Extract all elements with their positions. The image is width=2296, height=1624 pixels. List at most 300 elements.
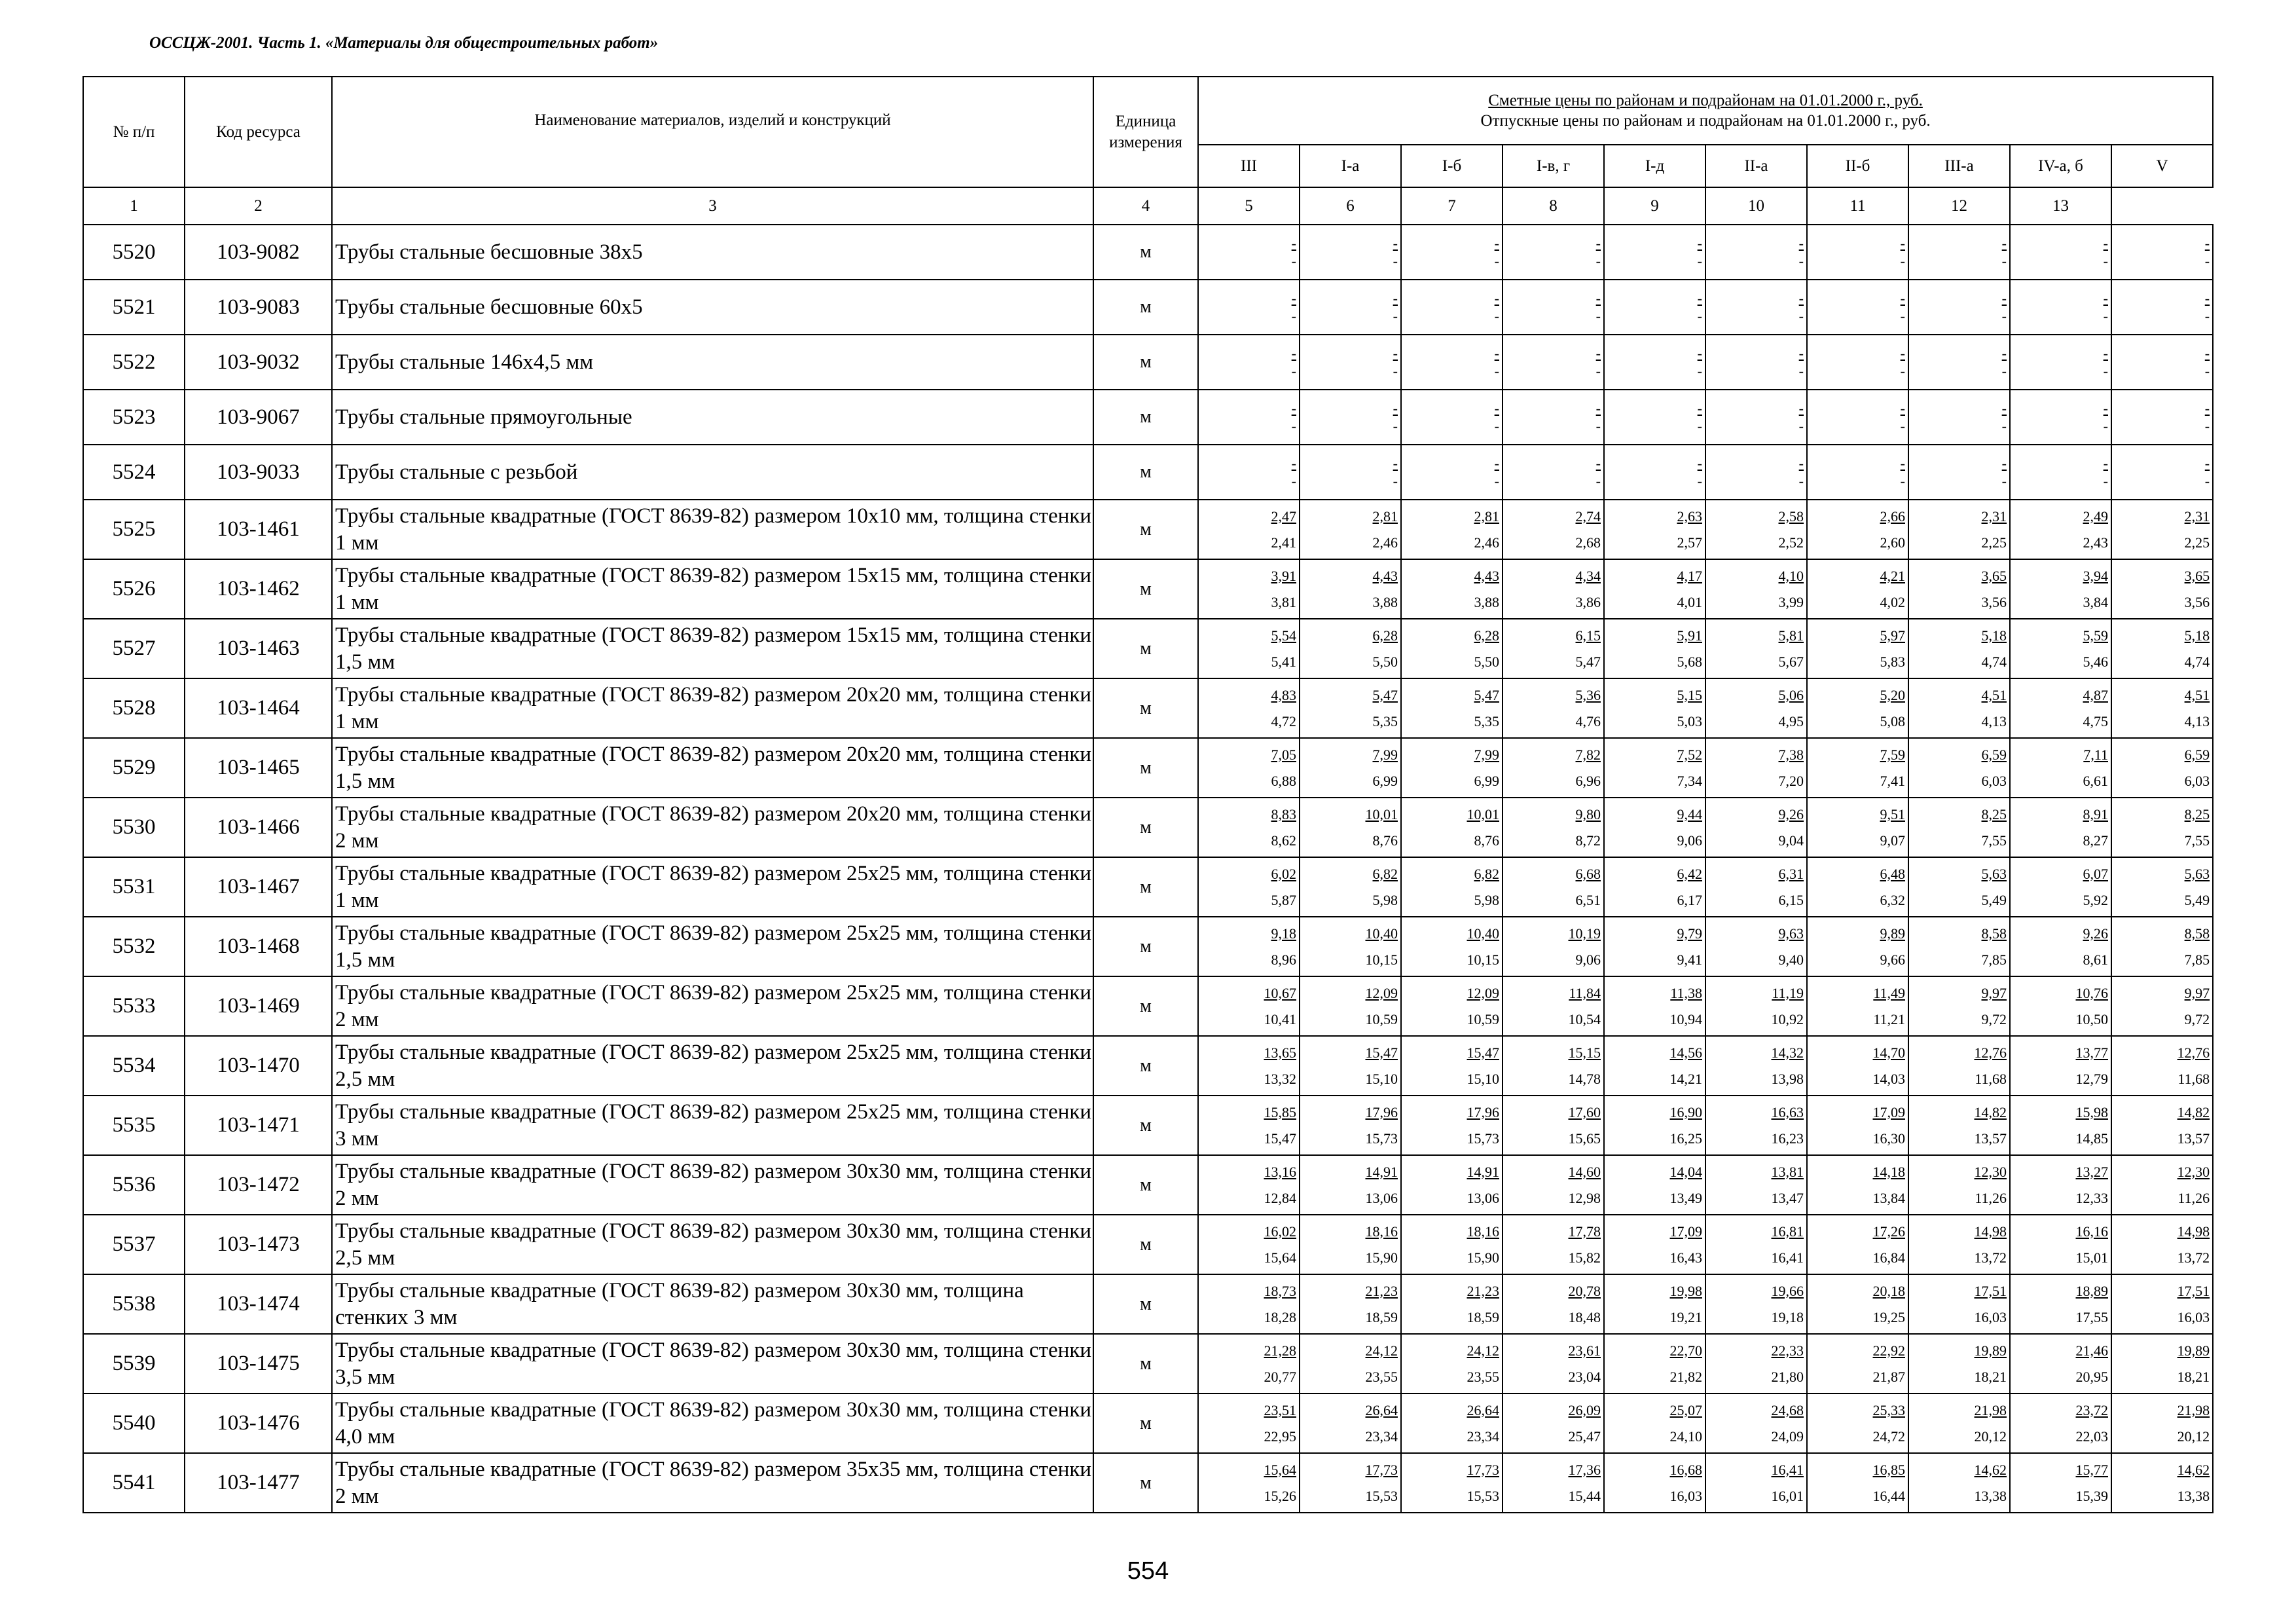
price-cell — [1604, 1036, 1705, 1096]
price-cell — [1604, 280, 1705, 335]
estimated-price: 14,70 — [1872, 1044, 1905, 1061]
price-cell — [1705, 1334, 1807, 1393]
price-cell — [1705, 678, 1807, 738]
price-cell — [1300, 1453, 1401, 1513]
release-price: 15,64 — [1264, 1249, 1296, 1266]
estimated-price: 20,78 — [1568, 1282, 1601, 1299]
price-cell — [2111, 500, 2213, 559]
estimated-price: 5,47 — [1372, 686, 1398, 703]
column-number: 6 — [1300, 187, 1401, 225]
release-price: 5,50 — [1474, 653, 1499, 670]
release-price: 25,47 — [1568, 1428, 1601, 1445]
price-cell — [2111, 1274, 2213, 1334]
estimated-price: 2,81 — [1372, 507, 1398, 525]
release-price: 5,08 — [1880, 712, 1905, 729]
release-price: 3,88 — [1372, 593, 1398, 610]
estimated-price: 22,70 — [1669, 1342, 1702, 1359]
release-price: - — [1291, 308, 1296, 324]
table-row — [83, 1274, 2213, 1334]
estimated-price: 8,58 — [1981, 925, 2007, 942]
release-price: 4,76 — [1575, 712, 1601, 729]
release-price: 18,59 — [1467, 1308, 1499, 1325]
estimated-price: 2,31 — [1981, 507, 2007, 525]
table-row — [83, 738, 2213, 798]
estimated-price: 21,28 — [1264, 1342, 1296, 1359]
release-price: 16,30 — [1872, 1130, 1905, 1147]
unit-of-measure: м — [1093, 1393, 1198, 1453]
release-price: 6,03 — [2184, 772, 2210, 789]
price-cell — [1198, 619, 1300, 678]
release-price: 15,90 — [1365, 1249, 1398, 1266]
release-price: - — [1697, 308, 1702, 324]
price-cell — [1604, 1215, 1705, 1274]
price-cell — [1908, 225, 2010, 280]
release-price: - — [1798, 308, 1804, 324]
estimated-price: - — [1900, 345, 1905, 361]
price-cell — [2010, 857, 2111, 917]
resource-code: 103-1467 — [185, 857, 332, 917]
release-price: 13,57 — [1974, 1130, 2007, 1147]
estimated-price: 24,12 — [1365, 1342, 1398, 1359]
price-cell — [1503, 1453, 1604, 1513]
estimated-price: 15,77 — [2075, 1461, 2108, 1478]
release-price: 11,21 — [1873, 1010, 1905, 1027]
release-price: 5,49 — [2184, 891, 2210, 908]
price-cell — [1198, 500, 1300, 559]
release-price: 13,38 — [1974, 1487, 2007, 1504]
table-row — [83, 225, 2213, 280]
column-number: 13 — [2010, 187, 2111, 225]
estimated-price: - — [1900, 235, 1905, 251]
estimated-price: 5,47 — [1474, 686, 1499, 703]
price-cell — [1401, 678, 1503, 738]
estimated-price: 16,16 — [2075, 1223, 2108, 1240]
release-price: - — [2204, 418, 2210, 434]
release-price: 13,38 — [2177, 1487, 2210, 1504]
estimated-price: 2,74 — [1575, 507, 1601, 525]
estimated-price: 5,06 — [1778, 686, 1804, 703]
header-prices — [1198, 77, 2213, 145]
estimated-price: - — [2103, 290, 2108, 306]
release-price: 15,10 — [1467, 1070, 1499, 1087]
estimated-price: 17,96 — [1365, 1103, 1398, 1120]
price-cell — [1198, 798, 1300, 857]
estimated-price: 6,82 — [1474, 865, 1499, 882]
price-cell — [1604, 738, 1705, 798]
estimated-price: - — [1393, 400, 1398, 416]
resource-code: 103-9032 — [185, 335, 332, 390]
release-price: - — [2103, 473, 2108, 489]
release-price: 7,34 — [1677, 772, 1702, 789]
price-cell — [1705, 798, 1807, 857]
price-cell — [1401, 1215, 1503, 1274]
estimated-price: 17,51 — [2177, 1282, 2210, 1299]
estimated-price: 25,07 — [1669, 1401, 1702, 1418]
release-price: 13,49 — [1669, 1189, 1702, 1206]
release-price: 16,03 — [2177, 1308, 2210, 1325]
release-price: 7,55 — [1981, 832, 2007, 849]
header-prices-subtitle: Отпускные цены по районам и подрайонам на 01.01.2000 г., руб. — [1480, 112, 1931, 130]
price-cell — [1503, 678, 1604, 738]
release-price: - — [2001, 253, 2007, 269]
release-price: - — [1900, 473, 1905, 489]
estimated-price: 3,94 — [2083, 567, 2108, 584]
table-row — [83, 976, 2213, 1036]
estimated-price: - — [1494, 290, 1499, 306]
material-name: Трубы стальные квадратные (ГОСТ 8639-82) размером 25x25 мм, толщина стенки 2,5 мм — [332, 1036, 1093, 1096]
release-price: - — [1697, 363, 1702, 379]
release-price: - — [2001, 308, 2007, 324]
price-cell — [1401, 917, 1503, 976]
estimated-price: 17,73 — [1467, 1461, 1499, 1478]
price-cell — [1604, 500, 1705, 559]
estimated-price: 6,07 — [2083, 865, 2108, 882]
estimated-price: 6,28 — [1372, 627, 1398, 644]
release-price: 2,25 — [1981, 534, 2007, 551]
table-row — [83, 917, 2213, 976]
release-price: 8,62 — [1271, 832, 1296, 849]
estimated-price: 26,64 — [1467, 1401, 1499, 1418]
price-cell — [1300, 857, 1401, 917]
release-price: 9,72 — [2184, 1010, 2210, 1027]
release-price: 14,85 — [2075, 1130, 2108, 1147]
estimated-price: 9,79 — [1677, 925, 1702, 942]
document-header: ОССЦЖ-2001. Часть 1. «Материалы для общестроительных работ» — [149, 34, 659, 52]
estimated-price: 4,51 — [2184, 686, 2210, 703]
release-price: 24,10 — [1669, 1428, 1702, 1445]
release-price: 4,02 — [1880, 593, 1905, 610]
release-price: 4,13 — [1981, 712, 2007, 729]
estimated-price: 6,28 — [1474, 627, 1499, 644]
release-price: 5,67 — [1778, 653, 1804, 670]
release-price: 5,83 — [1880, 653, 1905, 670]
material-name: Трубы стальные квадратные (ГОСТ 8639-82) размером 30x30 мм, толщина стенки 4,0 мм — [332, 1393, 1093, 1453]
price-cell — [2111, 1453, 2213, 1513]
estimated-price: 14,56 — [1669, 1044, 1702, 1061]
estimated-price: 2,47 — [1271, 507, 1296, 525]
material-name: Трубы стальные квадратные (ГОСТ 8639-82) размером 10x10 мм, толщина стенки 1 мм — [332, 500, 1093, 559]
release-price: - — [2204, 253, 2210, 269]
release-price: 11,68 — [2178, 1070, 2210, 1087]
release-price: - — [1494, 473, 1499, 489]
unit-of-measure: м — [1093, 619, 1198, 678]
estimated-price: 9,26 — [1778, 805, 1804, 822]
price-cell — [1300, 1393, 1401, 1453]
price-cell — [2111, 559, 2213, 619]
estimated-price: 10,40 — [1467, 925, 1499, 942]
material-name: Трубы стальные бесшовные 38x5 — [332, 225, 1093, 280]
estimated-price: 23,72 — [2075, 1401, 2108, 1418]
price-cell — [1807, 976, 1908, 1036]
price-cell — [1401, 390, 1503, 445]
release-price: - — [2001, 363, 2007, 379]
estimated-price: 5,63 — [2184, 865, 2210, 882]
estimated-price: 2,58 — [1778, 507, 1804, 525]
header-region: I-а — [1300, 145, 1401, 187]
release-price: 7,55 — [2184, 832, 2210, 849]
release-price: 2,43 — [2083, 534, 2108, 551]
price-cell — [1300, 1215, 1401, 1274]
estimated-price: 8,25 — [2184, 805, 2210, 822]
estimated-price: 14,82 — [1974, 1103, 2007, 1120]
estimated-price: 6,02 — [1271, 865, 1296, 882]
price-cell — [1908, 1453, 2010, 1513]
release-price: 10,15 — [1365, 951, 1398, 968]
release-price: 4,75 — [2083, 712, 2108, 729]
resource-code: 103-9067 — [185, 390, 332, 445]
price-cell — [1807, 500, 1908, 559]
release-price: 16,03 — [1669, 1487, 1702, 1504]
price-cell — [1604, 619, 1705, 678]
price-cell — [1807, 1155, 1908, 1215]
price-cell — [1908, 335, 2010, 390]
price-cell — [1503, 738, 1604, 798]
release-price: 21,87 — [1872, 1368, 1905, 1385]
estimated-price: 14,98 — [1974, 1223, 2007, 1240]
estimated-price: 12,30 — [2177, 1163, 2210, 1180]
price-cell — [1300, 500, 1401, 559]
resource-code: 103-1471 — [185, 1096, 332, 1155]
price-cell — [1908, 280, 2010, 335]
price-cell — [1807, 1096, 1908, 1155]
release-price: - — [1900, 253, 1905, 269]
column-number: 4 — [1093, 187, 1198, 225]
price-cell — [1705, 738, 1807, 798]
release-price: 12,84 — [1264, 1189, 1296, 1206]
estimated-price: 13,77 — [2075, 1044, 2108, 1061]
release-price: 16,44 — [1872, 1487, 1905, 1504]
estimated-price: 8,91 — [2083, 805, 2108, 822]
resource-code: 103-1472 — [185, 1155, 332, 1215]
estimated-price: 14,32 — [1771, 1044, 1804, 1061]
price-cell — [1604, 1453, 1705, 1513]
estimated-price: 2,63 — [1677, 507, 1702, 525]
unit-of-measure: м — [1093, 500, 1198, 559]
header-region: V — [2111, 145, 2213, 187]
release-price: - — [1900, 308, 1905, 324]
estimated-price: 16,41 — [1771, 1461, 1804, 1478]
estimated-price: - — [1393, 290, 1398, 306]
price-cell — [1908, 1393, 2010, 1453]
release-price: 15,82 — [1568, 1249, 1601, 1266]
release-price: 13,84 — [1872, 1189, 1905, 1206]
estimated-price: - — [1595, 290, 1601, 306]
release-price: 7,85 — [2184, 951, 2210, 968]
estimated-price: 7,99 — [1372, 746, 1398, 763]
release-price: - — [1798, 253, 1804, 269]
table-row — [83, 1155, 2213, 1215]
release-price: 4,74 — [2184, 653, 2210, 670]
release-price: - — [1697, 473, 1702, 489]
estimated-price: - — [2001, 400, 2007, 416]
price-cell — [1401, 738, 1503, 798]
estimated-price: 2,66 — [1880, 507, 1905, 525]
release-price: - — [1595, 253, 1601, 269]
price-cell — [1198, 1155, 1300, 1215]
price-cell — [1807, 738, 1908, 798]
release-price: 6,88 — [1271, 772, 1296, 789]
estimated-price: 22,33 — [1771, 1342, 1804, 1359]
release-price: 6,96 — [1575, 772, 1601, 789]
price-cell — [1401, 559, 1503, 619]
row-index: 5533 — [83, 976, 185, 1036]
price-cell — [1300, 619, 1401, 678]
price-cell — [1300, 917, 1401, 976]
estimated-price: 14,98 — [2177, 1223, 2210, 1240]
estimated-price: 14,82 — [2177, 1103, 2210, 1120]
release-price: 8,76 — [1372, 832, 1398, 849]
estimated-price: 17,36 — [1568, 1461, 1601, 1478]
release-price: 13,72 — [2177, 1249, 2210, 1266]
material-name: Трубы стальные квадратные (ГОСТ 8639-82) размером 25x25 мм, толщина стенки 3 мм — [332, 1096, 1093, 1155]
price-cell — [1300, 1036, 1401, 1096]
release-price: - — [1798, 418, 1804, 434]
release-price: 15,65 — [1568, 1130, 1601, 1147]
release-price: 5,50 — [1372, 653, 1398, 670]
estimated-price: - — [2204, 290, 2210, 306]
estimated-price: 7,99 — [1474, 746, 1499, 763]
price-cell — [1300, 1274, 1401, 1334]
estimated-price: - — [2204, 400, 2210, 416]
price-cell — [1604, 1155, 1705, 1215]
header-prices-title: Сметные цены по районам и подрайонам на 01.01.2000 г., руб. — [1488, 91, 1923, 109]
release-price: 18,21 — [2177, 1368, 2210, 1385]
release-price: - — [1595, 473, 1601, 489]
price-cell — [2010, 1155, 2111, 1215]
column-number: 9 — [1604, 187, 1705, 225]
estimated-price: - — [2204, 455, 2210, 471]
material-name: Трубы стальные 146x4,5 мм — [332, 335, 1093, 390]
price-cell — [1300, 559, 1401, 619]
release-price: - — [1798, 363, 1804, 379]
header-name: Наименование материалов, изделий и конструкций — [332, 77, 1093, 187]
price-cell — [1604, 857, 1705, 917]
price-table — [82, 76, 2214, 1513]
row-index: 5528 — [83, 678, 185, 738]
release-price: - — [1697, 418, 1702, 434]
price-cell — [1604, 445, 1705, 500]
row-index: 5539 — [83, 1334, 185, 1393]
estimated-price: 9,97 — [1981, 984, 2007, 1001]
release-price: 6,15 — [1778, 891, 1804, 908]
estimated-price: 12,30 — [1974, 1163, 2007, 1180]
estimated-price: 17,60 — [1568, 1103, 1601, 1120]
estimated-price: 7,52 — [1677, 746, 1702, 763]
estimated-price: 14,04 — [1669, 1163, 1702, 1180]
release-price: 16,03 — [1974, 1308, 2007, 1325]
column-number: 11 — [1807, 187, 1908, 225]
price-cell — [1198, 1215, 1300, 1274]
release-price: 5,98 — [1372, 891, 1398, 908]
release-price: 19,21 — [1669, 1308, 1702, 1325]
price-cell — [2010, 500, 2111, 559]
release-price: 15,47 — [1264, 1130, 1296, 1147]
price-cell — [1604, 1393, 1705, 1453]
estimated-price: 6,59 — [2184, 746, 2210, 763]
release-price: 13,32 — [1264, 1070, 1296, 1087]
estimated-price: 5,97 — [1880, 627, 1905, 644]
estimated-price: 8,25 — [1981, 805, 2007, 822]
estimated-price: 26,09 — [1568, 1401, 1601, 1418]
release-price: 12,98 — [1568, 1189, 1601, 1206]
column-number: 12 — [1908, 187, 2010, 225]
estimated-price: 11,84 — [1569, 984, 1601, 1001]
price-cell — [1503, 1215, 1604, 1274]
release-price: 5,03 — [1677, 712, 1702, 729]
release-price: - — [1393, 363, 1398, 379]
price-cell — [1908, 1274, 2010, 1334]
release-price: 5,35 — [1372, 712, 1398, 729]
estimated-price: 17,26 — [1872, 1223, 1905, 1240]
price-cell — [1705, 1274, 1807, 1334]
estimated-price: 15,64 — [1264, 1461, 1296, 1478]
column-number: 8 — [1503, 187, 1604, 225]
estimated-price: 19,66 — [1771, 1282, 1804, 1299]
estimated-price: 6,42 — [1677, 865, 1702, 882]
estimated-price: 5,15 — [1677, 686, 1702, 703]
estimated-price: 15,85 — [1264, 1103, 1296, 1120]
estimated-price: 4,17 — [1677, 567, 1702, 584]
release-price: 24,72 — [1872, 1428, 1905, 1445]
price-cell — [1908, 738, 2010, 798]
estimated-price: 24,12 — [1467, 1342, 1499, 1359]
estimated-price: 18,73 — [1264, 1282, 1296, 1299]
price-cell — [1604, 798, 1705, 857]
estimated-price: 17,09 — [1669, 1223, 1702, 1240]
price-cell — [1908, 1334, 2010, 1393]
release-price: - — [1595, 363, 1601, 379]
estimated-price: 9,44 — [1677, 805, 1702, 822]
release-price: 2,25 — [2184, 534, 2210, 551]
release-price: 10,15 — [1467, 951, 1499, 968]
release-price: 9,06 — [1677, 832, 1702, 849]
release-price: 2,57 — [1677, 534, 1702, 551]
release-price: - — [1393, 308, 1398, 324]
estimated-price: 8,83 — [1271, 805, 1296, 822]
price-cell — [1503, 619, 1604, 678]
material-name: Трубы стальные квадратные (ГОСТ 8639-82) размером 15x15 мм, толщина стенки 1 мм — [332, 559, 1093, 619]
release-price: 2,52 — [1778, 534, 1804, 551]
release-price: 6,51 — [1575, 891, 1601, 908]
price-cell — [2111, 619, 2213, 678]
price-cell — [1604, 335, 1705, 390]
estimated-price: 5,59 — [2083, 627, 2108, 644]
unit-of-measure: м — [1093, 976, 1198, 1036]
price-cell — [1401, 619, 1503, 678]
estimated-price: 3,65 — [1981, 567, 2007, 584]
estimated-price: - — [2204, 345, 2210, 361]
release-price: 21,82 — [1669, 1368, 1702, 1385]
table-row — [83, 1215, 2213, 1274]
release-price: 3,99 — [1778, 593, 1804, 610]
price-cell — [1705, 976, 1807, 1036]
estimated-price: - — [1291, 290, 1296, 306]
unit-of-measure: м — [1093, 390, 1198, 445]
release-price: 10,54 — [1568, 1010, 1601, 1027]
price-cell — [1908, 798, 2010, 857]
material-name: Трубы стальные квадратные (ГОСТ 8639-82) размером 20x20 мм, толщина стенки 1 мм — [332, 678, 1093, 738]
price-cell — [1300, 225, 1401, 280]
release-price: 7,85 — [1981, 951, 2007, 968]
estimated-price: 21,98 — [1974, 1401, 2007, 1418]
release-price: 18,48 — [1568, 1308, 1601, 1325]
estimated-price: 12,09 — [1467, 984, 1499, 1001]
estimated-price: - — [1595, 345, 1601, 361]
estimated-price: - — [1291, 455, 1296, 471]
release-price: - — [1393, 253, 1398, 269]
price-cell — [2010, 1274, 2111, 1334]
price-cell — [1503, 1393, 1604, 1453]
